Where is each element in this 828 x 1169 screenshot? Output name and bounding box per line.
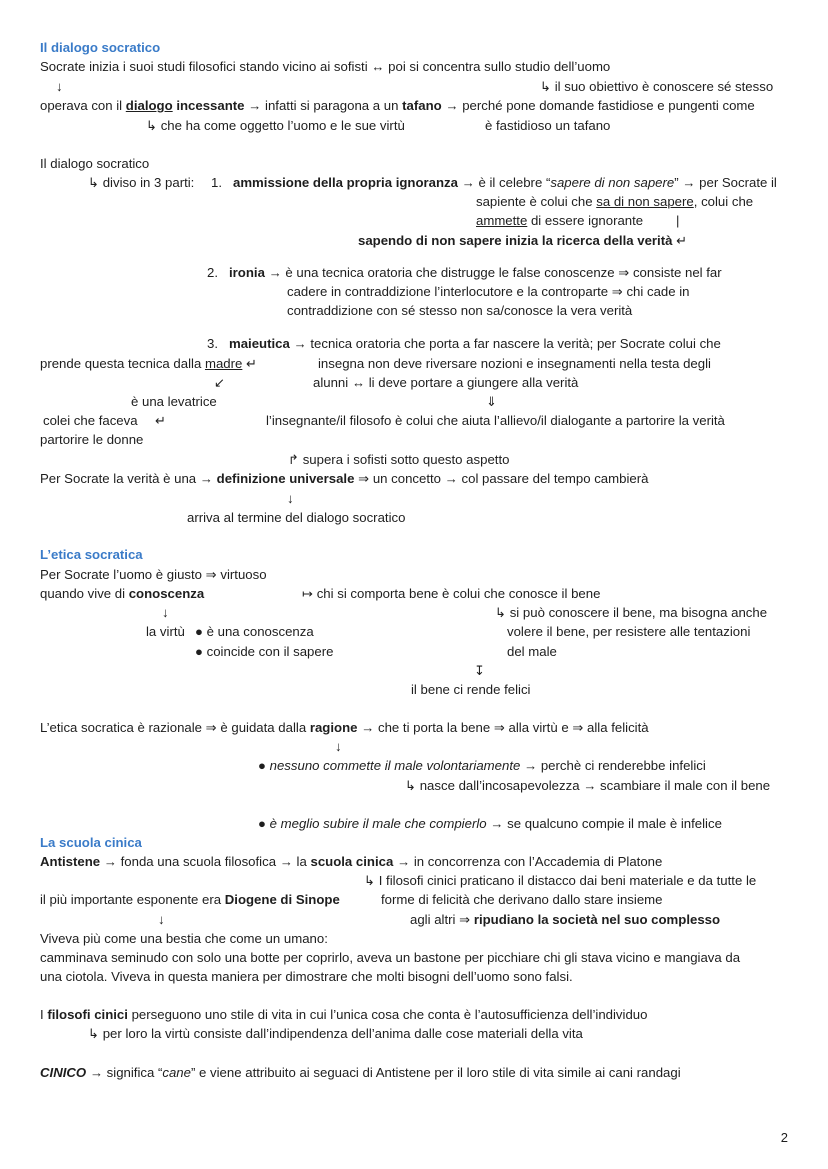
text-line: l’insegnante/il filosofo è colui che aiuta l’allievo/il dialogante a partorire la verità [266, 413, 725, 428]
text-line: ↳ diviso in 3 parti: [88, 175, 195, 190]
text-line: volere il bene, per resistere alle tentazioni [507, 624, 751, 639]
list-number: 3. [207, 336, 218, 351]
text-line: arriva al termine del dialogo socratico [187, 510, 406, 525]
text-line [40, 355, 257, 372]
keyword-maieutica: maieutica [229, 336, 290, 351]
text-span: → fonda una scuola filosofica → la [100, 854, 311, 869]
text-line: forme di felicità che derivano dallo stare insieme [381, 892, 663, 907]
keyword-ammissione: ammissione della propria ignoranza [233, 175, 458, 190]
text-line: il bene ci rende felici [411, 682, 531, 697]
text-line [229, 264, 722, 281]
text-line: la virtù [146, 624, 185, 639]
text-line [358, 232, 687, 249]
keyword-sapendo: sapendo di non sapere inizia la ricerca della verità [358, 233, 673, 248]
text-span: sapiente è colui che [476, 194, 597, 209]
text-line [40, 97, 755, 114]
text-line: è fastidioso un tafano [485, 118, 611, 133]
keyword-incessante: incessante [172, 98, 245, 113]
text-span: → in concorrenza con l’Accademia di Platone [393, 854, 663, 869]
text-line: alunni ↔ li deve portare a giungere alla verità [313, 375, 579, 390]
text-span: ⇒ un concetto → col passare del tempo cambierà [354, 471, 649, 486]
text-line [40, 891, 340, 908]
text-line: ↳ I filosofi cinici praticano il distacco dai beni materiale e da tutte le [364, 873, 757, 888]
text-span: → è il celebre “ [457, 175, 551, 190]
text-line: contraddizione con sé stesso non sa/conosce la vera verità [287, 303, 633, 318]
text-line [40, 585, 204, 602]
keyword-ragione: ragione [309, 720, 358, 735]
return-arrow-icon: ↵ [242, 356, 258, 371]
text-line: ↳ il suo obiettivo è conoscere sé stesso [540, 79, 774, 94]
text-line: Socrate inizia i suoi studi filosofici stando vicino ai sofisti ↔ poi si concentra sullo studio dell’uomo [40, 59, 611, 74]
text-span: , colui che [693, 194, 754, 209]
text-span: → che ti porta la bene ⇒ alla virtù e ⇒ alla felicità [357, 720, 649, 735]
arrow-down-icon: ↓ [287, 491, 294, 506]
bullet-item: ● coincide con il sapere [195, 644, 334, 659]
text-line [40, 1064, 681, 1081]
text-span: prende questa tecnica dalla [40, 356, 205, 371]
underlined-text: madre [204, 356, 243, 371]
keyword-antistene: Antistene [40, 854, 101, 869]
arrow-down-left-icon: ↙ [214, 375, 226, 390]
keyword-cinico: CINICO [40, 1065, 87, 1080]
list-number: 2. [207, 265, 218, 280]
text-line: ↳ che ha come oggetto l’uomo e le sue virtù [146, 118, 405, 133]
text-line [233, 174, 777, 191]
arrow-down-bar-icon: ↧ [474, 663, 486, 678]
text-span: quando vive di [40, 586, 129, 601]
text-span: → significa “ [86, 1065, 163, 1080]
text-line: ↳ si può conoscere il bene, ma bisogna anche [495, 605, 768, 620]
keyword-ripudiano: ripudiano la società nel suo complesso [473, 912, 721, 927]
text-span: → se qualcuno compie il male è infelice [486, 816, 722, 831]
text-line: Il dialogo socratico [40, 156, 150, 171]
text-span: ● [258, 816, 270, 831]
bullet-item: ● è una conoscenza [195, 624, 314, 639]
text-line: è una levatrice [131, 394, 217, 409]
text-span: → tecnica oratoria che porta a far nascere la verità; per Socrate colui che [289, 336, 721, 351]
italic-text: è meglio subire il male che compierlo [269, 816, 487, 831]
text-line [40, 719, 649, 736]
arrow-down-icon: ↓ [158, 912, 165, 927]
bullet-item [258, 757, 706, 774]
section-title-etica: L’etica socratica [40, 547, 143, 562]
text-line [476, 212, 643, 229]
page-number: 2 [780, 1130, 788, 1145]
text-span: → è una tecnica oratoria che distrugge le false conoscenze ⇒ consiste nel far [264, 265, 722, 280]
list-number: 1. [211, 175, 222, 190]
text-line: insegna non deve riversare nozioni e insegnamenti nella testa degli [318, 356, 711, 371]
text-span: ● [258, 758, 270, 773]
text-line: ↱ supera i sofisti sotto questo aspetto [288, 452, 510, 467]
keyword-ironia: ironia [229, 265, 265, 280]
text-line: cadere in contraddizione l’interlocutore e la controparte ⇒ chi cade in [287, 284, 690, 299]
text-span: → perchè ci renderebbe infelici [520, 758, 706, 773]
underlined-text: ammette [476, 213, 528, 228]
text-line: una ciotola. Viveva in questa maniera per dimostrare che molti bisogni dell’uomo sono falsi. [40, 969, 573, 984]
underlined-text: sa di non sapere [596, 194, 694, 209]
double-arrow-down-icon: ⇓ [486, 394, 498, 409]
section-title-dialogo: Il dialogo socratico [40, 40, 161, 55]
text-span: ” → per Socrate il [674, 175, 777, 190]
text-span: di essere ignorante [527, 213, 644, 228]
italic-text: nessuno commette il male volontariamente [269, 758, 521, 773]
text-span: perseguono uno stile di vita in cui l’unica cosa che conta è l’autosufficienza dell’individuo [127, 1007, 648, 1022]
text-line [476, 193, 753, 210]
text-line: colei che faceva [43, 413, 138, 428]
quote-sapere: sapere di non sapere [550, 175, 675, 190]
text-span: → perché pone domande fastidiose e pungenti come [441, 98, 755, 113]
text-span: → infatti si paragona a un [244, 98, 403, 113]
keyword-filosofi-cinici: filosofi cinici [47, 1007, 128, 1022]
text-span: il più importante esponente era [40, 892, 225, 907]
return-arrow-icon: ↵ [672, 233, 688, 248]
keyword-scuola-cinica: scuola cinica [310, 854, 394, 869]
text-span: L’etica socratica è razionale ⇒ è guidata dalla [40, 720, 310, 735]
text-span: ” e viene attribuito ai seguaci di Antistene per il loro stile di vita simile ai cani randagi [190, 1065, 681, 1080]
keyword-conoscenza: conoscenza [128, 586, 205, 601]
text-line: partorire le donne [40, 432, 144, 447]
arrow-down-icon: ↓ [162, 605, 169, 620]
section-title-cinica: La scuola cinica [40, 835, 142, 850]
text-line: camminava seminudo con solo una botte per coprirlo, aveva un bastone per picchiare chi gli stava vicino e mangiava da [40, 950, 741, 965]
text-span: operava con il [40, 98, 126, 113]
text-span: I [40, 1007, 48, 1022]
text-line: ↳ per loro la virtù consiste dall’indipendenza dell’anima dalle cose materiali della vita [88, 1026, 583, 1041]
bullet-item [258, 815, 722, 832]
keyword-dialogo: dialogo [125, 98, 173, 113]
text-line: del male [507, 644, 557, 659]
text-line [229, 335, 721, 352]
text-line [40, 853, 662, 870]
italic-text: cane [162, 1065, 191, 1080]
text-span: Per Socrate la verità è una → [40, 471, 217, 486]
text-line [40, 470, 648, 487]
arrow-down-icon: ↓ [56, 79, 63, 94]
text-line [410, 911, 720, 928]
keyword-tafano: tafano [402, 98, 442, 113]
text-line: ↳ nasce dall’incosapevolezza → scambiare il male con il bene [405, 778, 771, 793]
text-span: agli altri ⇒ [410, 912, 474, 927]
keyword-diogene: Diogene di Sinope [224, 892, 340, 907]
return-arrow-icon: ↵ [155, 413, 167, 428]
text-line: ↦ chi si comporta bene è colui che conosce il bene [302, 586, 601, 601]
arrow-down-icon: ↓ [335, 739, 342, 754]
text-line [40, 1006, 647, 1023]
divider-bar: | [676, 213, 680, 228]
keyword-definizione: definizione universale [216, 471, 355, 486]
text-line: Per Socrate l’uomo è giusto ⇒ virtuoso [40, 567, 267, 582]
text-line: Viveva più come una bestia che come un umano: [40, 931, 328, 946]
